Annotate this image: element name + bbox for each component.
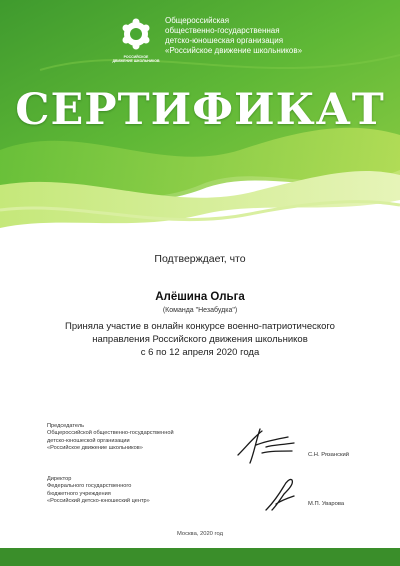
description-line: Приняла участие в онлайн конкурсе военно-патриотического [65, 321, 335, 332]
signature-2-icon [262, 474, 300, 514]
org-line: «Российское движение школьников» [165, 46, 303, 55]
achievement-description [20, 320, 380, 359]
signatory-2-title: Директор Федерального государственного бюджетного учреждения «Российский детско-юношеский центр» [47, 476, 150, 504]
description-line: направления Российского движения школьников [92, 334, 308, 345]
certificate-title: СЕРТИФИКАТ [15, 85, 385, 135]
org-line: Общероссийская [165, 16, 230, 25]
confirms-text: Подтверждает, что [154, 253, 246, 265]
signatory-1-name: С.Н. Рязанский [308, 452, 350, 458]
org-line: детско-юношеская организация [165, 36, 284, 45]
organization-header [165, 16, 345, 56]
logo-caption: РОССИЙСКОЕ ДВИЖЕНИЕ ШКОЛЬНИКОВ [112, 55, 160, 63]
signatory-2-name: М.П. Уварова [308, 501, 345, 507]
recipient-name: Алёшина Ольга [155, 291, 245, 303]
recipient-team: (Команда "Незабудка") [162, 307, 238, 314]
description-line: с 6 по 12 апреля 2020 года [140, 347, 260, 358]
signature-1-icon [232, 423, 300, 465]
footer-city-year: Москва, 2020 год [177, 531, 223, 537]
bottom-bar [0, 548, 400, 566]
signatory-1-title: Председатель Общероссийской общественно-государственной детско-юношеской организации «Российское движение школьников» [47, 423, 174, 451]
org-line: общественно-государственная [165, 26, 280, 35]
